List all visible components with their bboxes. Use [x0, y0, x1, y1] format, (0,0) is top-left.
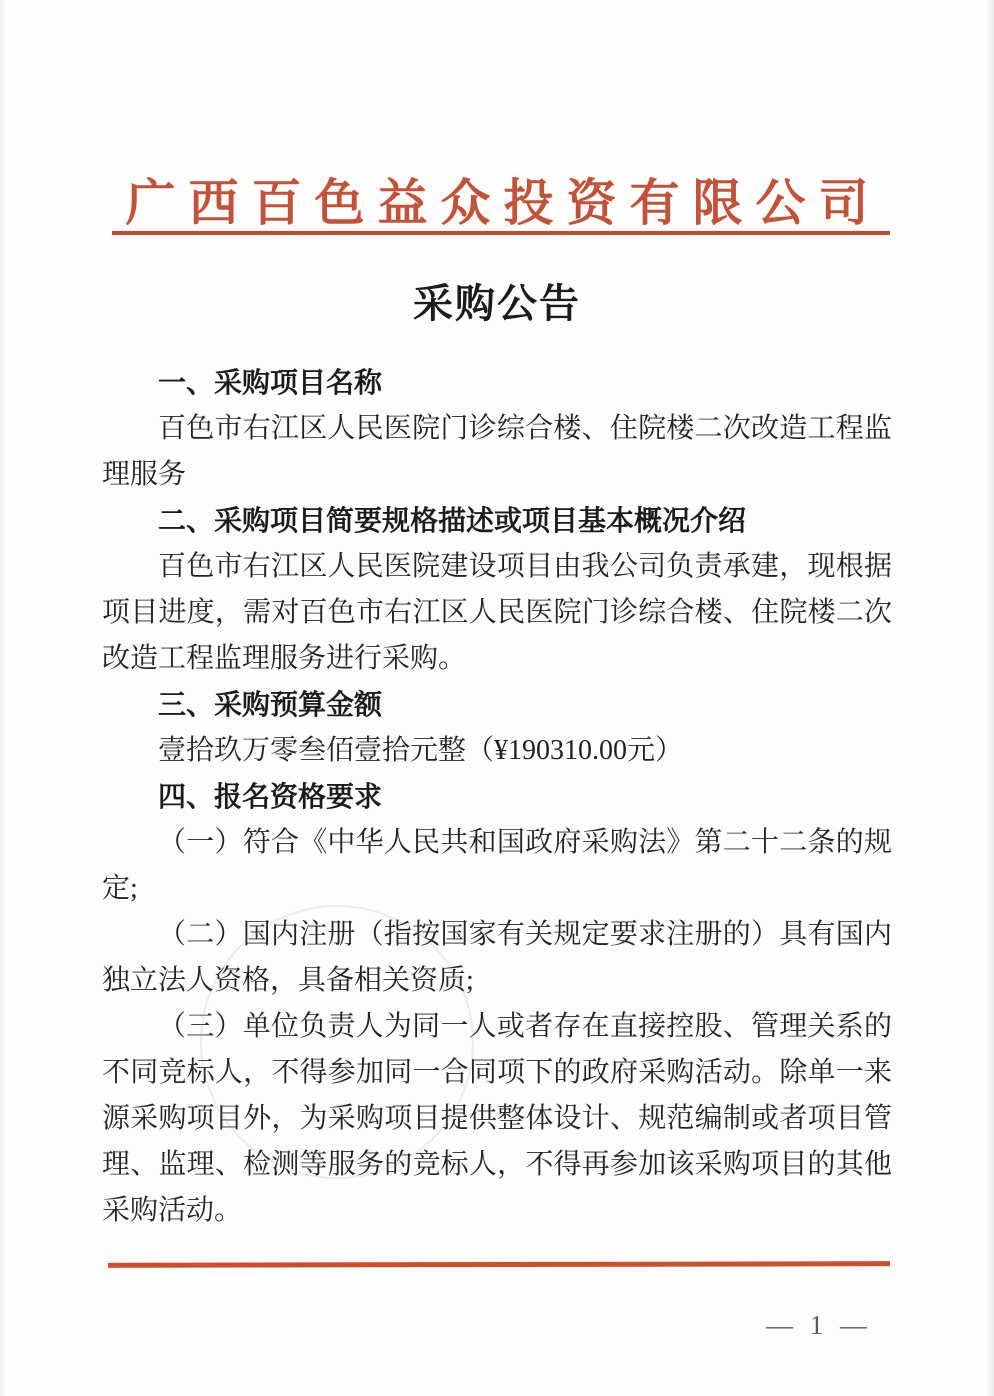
paragraph-budget-amount: 壹拾玖万零叁佰壹拾元整（¥190310.00元） — [158, 735, 684, 766]
section-heading-4: 四、报名资格要求 — [158, 781, 383, 812]
section-heading-2: 二、采购项目简要规格描述或项目基本概况介绍 — [158, 505, 747, 536]
header-divider-rule — [112, 231, 890, 235]
section-heading-1: 一、采购项目名称 — [158, 367, 383, 398]
paragraph-project-name: 百色市右江区人民医院门诊综合楼、住院楼二次改造工程监理服务 — [102, 413, 892, 490]
document-body — [102, 360, 892, 1234]
paragraph-requirement-1: （一）符合《中华人民共和国政府采购法》第二十二条的规定; — [102, 827, 892, 904]
paragraph-requirement-2: （二）国内注册（指按国家有关规定要求注册的）具有国内独立法人资格，具备相关资质; — [102, 919, 892, 996]
paragraph-project-overview: 百色市右江区人民医院建设项目由我公司负责承建，现根据项目进度，需对百色市右江区人民医院门诊综合楼、住院楼二次改造工程监理服务进行采购。 — [102, 551, 892, 674]
footer-divider-rule — [108, 1261, 890, 1268]
document-title: 采购公告 — [413, 281, 581, 326]
section-heading-3: 三、采购预算金额 — [158, 689, 383, 720]
page-number: — 1 — — [766, 1310, 872, 1340]
company-name-header: 广西百色益众投资有限公司 — [125, 175, 882, 231]
paragraph-requirement-3: （三）单位负责人为同一人或者存在直接控股、管理关系的不同竞标人，不得参加同一合同项下的政府采购活动。除单一来源采购项目外，为采购项目提供整体设计、规范编制或者项目管理、监理、检测等服务的竞标人，不得再参加该采购项目的其他采购活动。 — [102, 1011, 892, 1226]
